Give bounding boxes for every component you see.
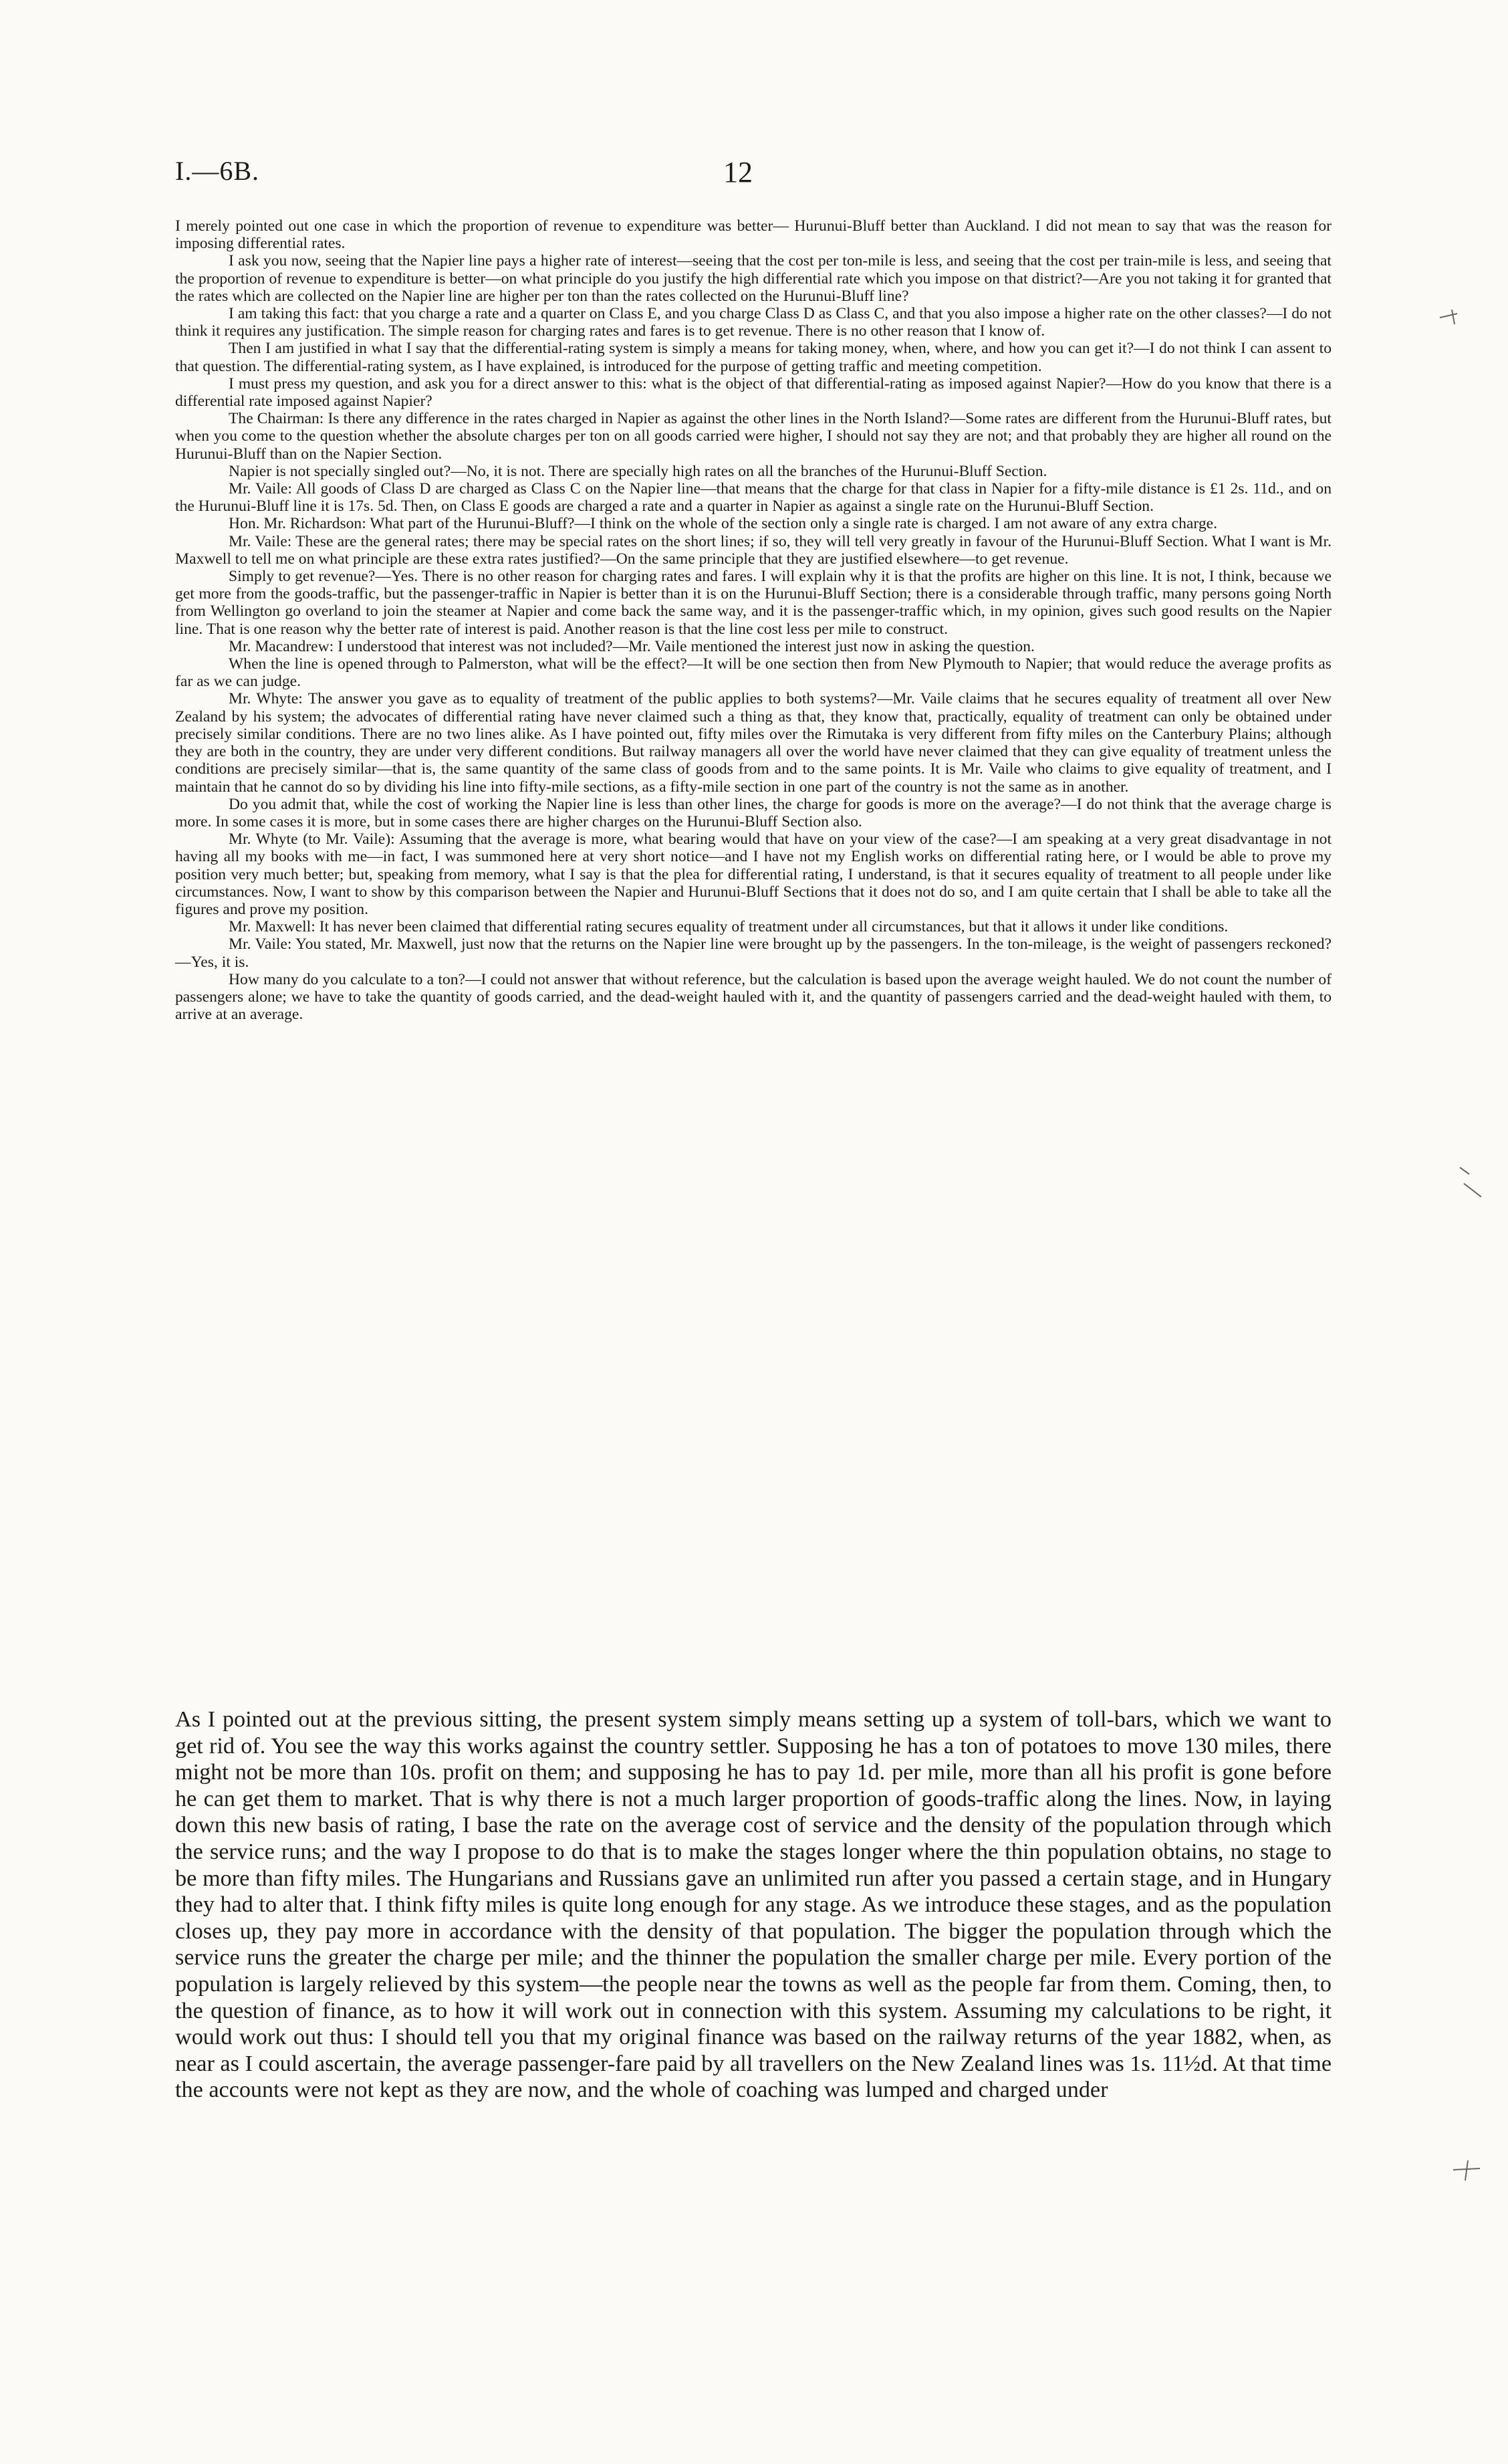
page-header bbox=[175, 155, 1332, 195]
paragraph-large: As I pointed out at the previous sitting, the present system simply means setting up a system of toll-bars, which we want to get rid of. You see the way this works against the country settler. Supposing he has a ton of potatoes to move 130 miles, there might not be more than 10s. profit on them; and supposing he has to pay 1d. per mile, more than all his profit is gone before he can get them to market. That is why there is not a much larger proportion of goods-traffic along the lines. Now, in laying down this new basis of rating, I base the rate on the average cost of service and the density of the population through which the service runs; and the way I propose to do that is to make the stages longer where the thin population obtains, no stage to be more than fifty miles. The Hungarians and Russians gave an unlimited run after you passed a certain stage, and in Hungary they had to alter that. I think fifty miles is quite long enough for any stage. As we introduce these stages, and as the population closes up, they pay more in accordance with the density of that population. The bigger the population through which the service runs the greater the charge per mile; and the thinner the population the smaller charge per mile. Every portion of the population is largely relieved by this system—the people near the towns as well as the people far from them. Coming, then, to the question of finance, as to how it will work out in connection with this system. Assuming my calculations to be right, it would work out thus: I should tell you that my original finance was based on the railway returns of the year 1882, when, as near as I could ascertain, the average passenger-fare paid by all travellers on the New Zealand lines was 1s. 11½d. At that time the accounts were not kept as they are now, and the whole of coaching was lumped and charged under bbox=[175, 1707, 1332, 2103]
paragraph: How many do you calculate to a ton?—I could not answer that without reference, but the calculation is based upon the average weight hauled. We do not count the number of passengers alone; we have to take the quantity of goods carried, and the dead-weight hauled with it, and the quantity of passengers carried and the dead-weight hauled with them, to arrive at an average. bbox=[175, 970, 1332, 1024]
paragraph: Napier is not specially singled out?—No, it is not. There are specially high rates on all the branches of the Hurunui-Bluff Section. bbox=[229, 462, 1047, 480]
paragraph: Mr. Vaile: You stated, Mr. Maxwell, just now that the returns on the Napier line were brought up by the passengers. In the ton-mileage, is the weight of passengers reckoned?—Yes, it is. bbox=[175, 935, 1332, 971]
paragraph: Mr. Vaile: These are the general rates; there may be special rates on the short lines; if so, they will tell very greatly in favour of the Hurunui-Bluff Section. What I want is Mr. Maxwell to tell me on what principle are these extra rates justified?—On the same principle that they are justified elsewhere—to get revenue. bbox=[175, 532, 1332, 568]
paragraph: Mr. Whyte (to Mr. Vaile): Assuming that the average is more, what bearing would that have on your view of the case?—I am speaking at a very great disadvantage in not having all my books with me—in fact, I was summoned here at very short notice—and I have not my English works on differential rating here, or I would be able to prove my position very much better; but, speaking from memory, what I say is that the plea for differential rating, I understand, is that it secures equality of treatment to all people under like circumstances. Now, I want to show by this comparison between the Napier and Hurunui-Bluff Sections that it does not do so, and I am quite certain that I shall be able to take all the figures and prove my position. bbox=[175, 830, 1332, 918]
margin-mark bbox=[1451, 2156, 1484, 2183]
paragraph: Simply to get revenue?—Yes. There is no other reason for charging rates and fares. I will explain why it is that the profits are higher on this line. It is not, I think, because we get more from the goods-traffic, but the passenger-traffic in Napier is better than it is on the Hurunui-Bluff Section; there is a considerable through traffic, many persons going North from Wellington go overland to join the steamer at Napier and come back the same way, and it is the passenger-traffic which, in my opinion, gives such good results on the Napier line. That is one reason why the better rate of interest is paid. Another reason is that the line cost less per mile to construct. bbox=[175, 568, 1332, 638]
paragraph: When the line is opened through to Palmerston, what will be the effect?—It will be one section then from New Plymouth to Napier; that would reduce the average profits as far as we can judge. bbox=[175, 655, 1332, 691]
paragraph: I ask you now, seeing that the Napier line pays a higher rate of interest—seeing that the cost per ton-mile is less, and seeing that the cost per train-mile is less, and seeing that the proportion of revenue to expenditure is better—on what principle do you justify the high differential rate which you impose on that district?—Are you not taking it for granted that the rates which are collected on the Napier line are higher per ton than the rates collected on the Hurunui-Bluff line? bbox=[175, 252, 1332, 305]
evidence-transcript bbox=[175, 217, 1332, 1023]
paragraph: Mr. Whyte: The answer you gave as to equality of treatment of the public applies to both systems?—Mr. Vaile claims that he secures equality of treatment all over New Zealand by his system; the advocates of differential rating have never claimed such a thing as that, they know that, practically, equality of treatment can only be obtained under precisely similar conditions. There are no two lines alike. As I have pointed out, fifty miles over the Rimutaka is very different from fifty miles on the Canterbury Plains; although they are both in the country, they are under very different conditions. But railway managers all over the world have never claimed that they can give equality of treatment unless the conditions are precisely similar—that is, the same quantity of the same class of goods from and to the same points. It is Mr. Vaile who claims to give equality of treatment, and I maintain that he cannot do so by dividing his line into fifty-mile sections, as a fifty-mile section in one part of the country is not the same as in another. bbox=[175, 690, 1332, 796]
paragraph: Mr. Macandrew: I understood that interest was not included?—Mr. Vaile mentioned the interest just now in asking the question. bbox=[229, 637, 1035, 655]
paragraph: Mr. Vaile: All goods of Class D are charged as Class C on the Napier line—that means that the charge for that class in Napier for a fifty-mile distance is £1 2s. 11d., and on the Hurunui-Bluff line it is 17s. 5d. Then, on Class E goods are charged a rate and a quarter in Napier as against a single rate on the Hurunui-Bluff Section. bbox=[175, 480, 1332, 516]
paragraph: Then I am justified in what I say that the differential-rating system is simply a means for taking money, when, where, and how you can get it?—I do not think I can assent to that question. The differential-rating system, as I have explained, is introduced for the purpose of getting traffic and meeting competition. bbox=[175, 340, 1332, 375]
statement-body bbox=[175, 1706, 1332, 2104]
paragraph: I am taking this fact: that you charge a rate and a quarter on Class E, and you charge Class D as Class C, and that you also impose a higher rate on the other classes?—I do not think it requires any justification. The simple reason for charging rates and fares is to get revenue. There is no other reason that I know of. bbox=[175, 305, 1332, 340]
paragraph: Hon. Mr. Richardson: What part of the Hurunui-Bluff?—I think on the whole of the section only a single rate is charged. I am not aware of any extra charge. bbox=[229, 515, 1217, 533]
paragraph: Do you admit that, while the cost of working the Napier line is less than other lines, the charge for goods is more on the average?—I do not think that the average charge is more. In some cases it is more, but in some cases there are higher charges on the Hurunui-Bluff Section also. bbox=[175, 795, 1332, 830]
margin-mark bbox=[1457, 1163, 1484, 1204]
margin-mark bbox=[1437, 304, 1471, 331]
document-reference: I.—6B. bbox=[175, 156, 259, 186]
paragraph: Mr. Maxwell: It has never been claimed that differential rating secures equality of treatment under all circumstances, but that it allows it under like conditions. bbox=[229, 918, 1229, 936]
paragraph: I must press my question, and ask you for a direct answer to this: what is the object of that differential-rating as imposed against Napier?—How do you know that there is a differential rate imposed against Napier? bbox=[175, 374, 1332, 411]
paragraph: The Chairman: Is there any difference in the rates charged in Napier as against the other lines in the North Island?—Some rates are different from the Hurunui-Bluff rates, but when you come to the question whether the absolute charges per ton on all goods carried were higher, I should not say they are not; and that probably they are higher all round on the Hurunui-Bluff than on the Napier Section. bbox=[175, 410, 1332, 463]
paragraph: I merely pointed out one case in which the proportion of revenue to expenditure was better— Hurunui-Bluff better than Auckland. I did not mean to say that was the reason for imposing differential rates. bbox=[175, 217, 1332, 253]
page-number: 12 bbox=[723, 156, 753, 189]
